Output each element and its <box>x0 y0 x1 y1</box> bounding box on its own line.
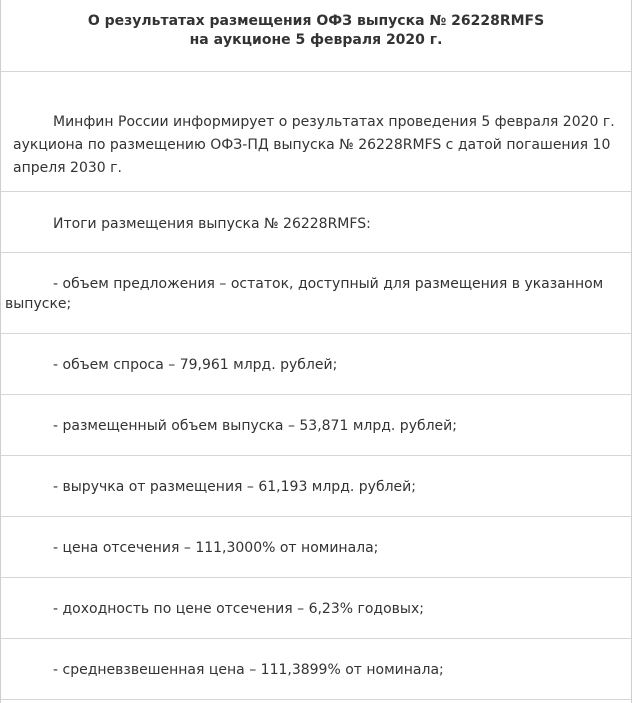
list-item <box>1 517 631 578</box>
list-item-text: - доходность по цене отсечения – 6,23% годовых; <box>53 601 424 617</box>
intro-paragraph: Минфин России информирует о результатах проведения 5 февраля 2020 г. аукциона по размещению ОФЗ-ПД выпуска № 26228RMFS с датой погашения 10 апреля 2030 г. <box>1 72 631 192</box>
list-item-text: - цена отсечения – 111,3000% от номинала; <box>53 540 379 556</box>
list-item-text: - объем спроса – 79,961 млрд. рублей; <box>53 357 338 373</box>
results-heading: Итоги размещения выпуска № 26228RMFS: <box>53 216 371 232</box>
title-line-2: на аукционе 5 февраля 2020 г. <box>189 32 443 48</box>
list-item <box>1 578 631 639</box>
list-item-text: - размещенный объем выпуска – 53,871 млрд. рублей; <box>53 418 457 434</box>
list-item <box>1 456 631 517</box>
list-item-text: - объем предложения – остаток, доступный для размещения в указанном выпуске; <box>5 276 604 312</box>
list-item <box>1 334 631 395</box>
list-item <box>1 253 631 334</box>
list-item-text: - выручка от размещения – 61,193 млрд. рублей; <box>53 479 416 495</box>
page-title <box>1 0 631 72</box>
list-item-text: - средневзвешенная цена – 111,3899% от номинала; <box>53 662 444 678</box>
results-heading-row <box>1 192 631 253</box>
list-item <box>1 395 631 456</box>
list-item <box>1 639 631 700</box>
title-line-1: О результатах размещения ОФЗ выпуска № 26228RMFS <box>87 13 545 29</box>
